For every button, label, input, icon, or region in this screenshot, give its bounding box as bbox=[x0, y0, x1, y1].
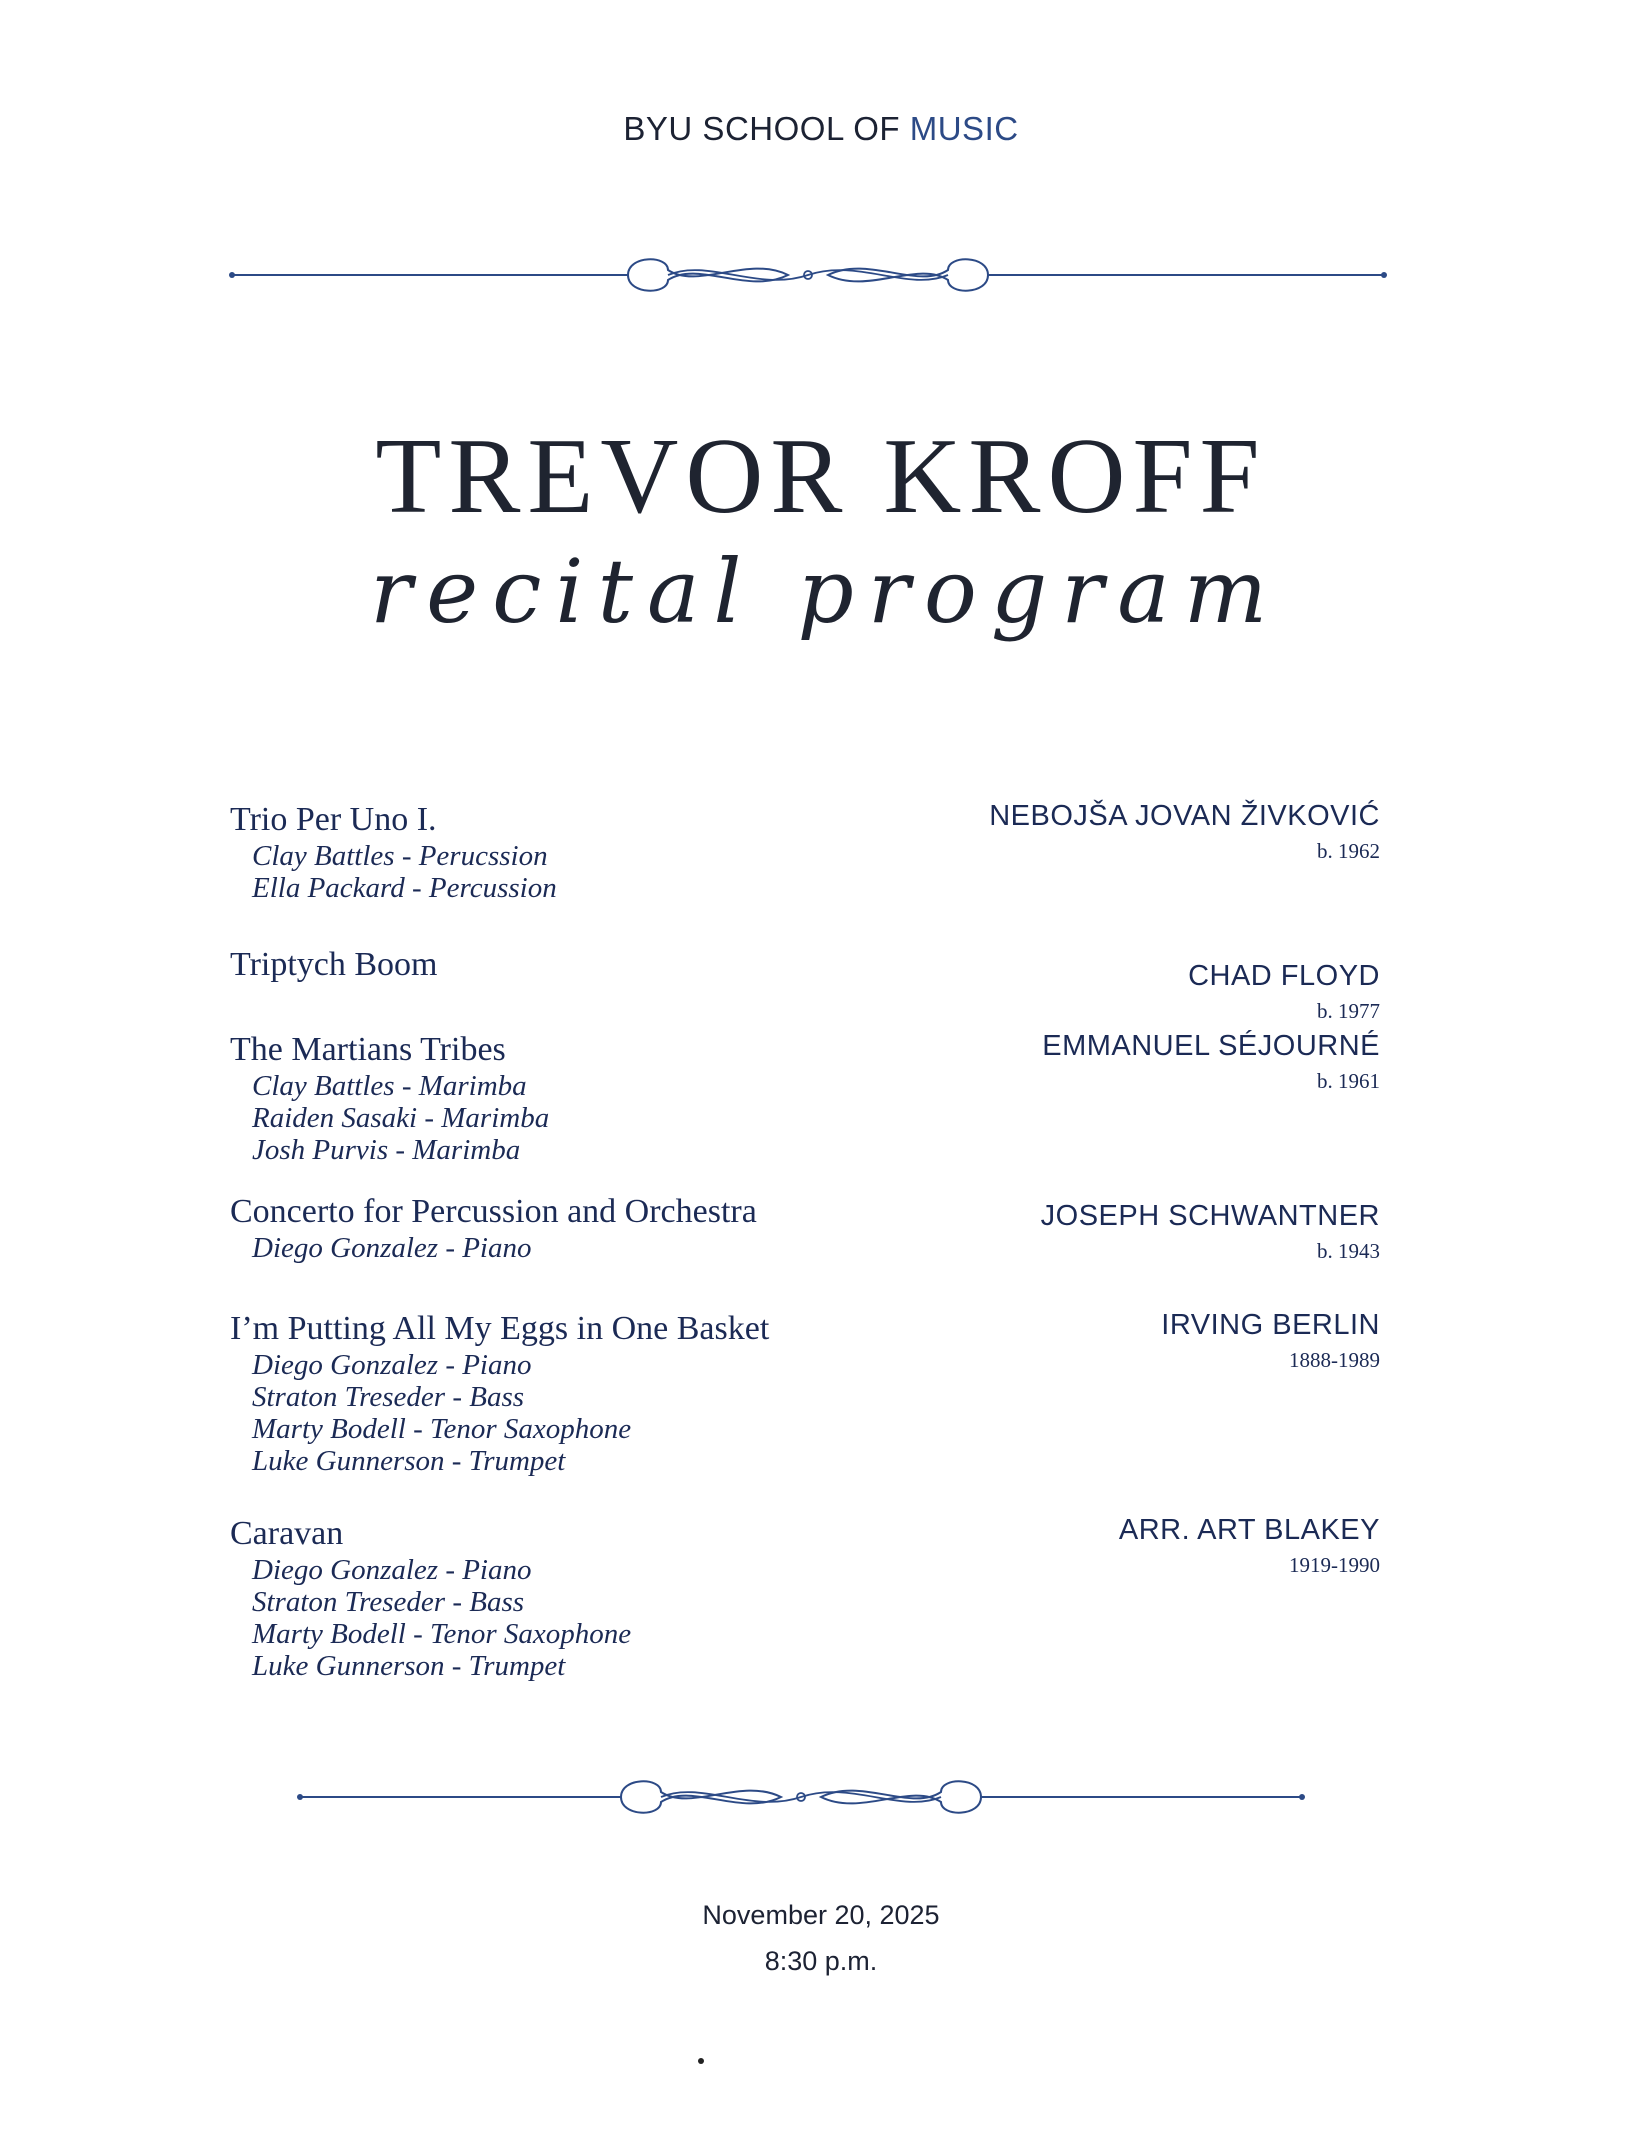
performer-line: Diego Gonzalez - Piano bbox=[252, 1349, 532, 1381]
composer-name: EMMANUEL SÉJOURNÉ bbox=[1042, 1030, 1380, 1062]
performer-line: Josh Purvis - Marimba bbox=[252, 1134, 521, 1166]
performer-line: Clay Battles - Marimba bbox=[252, 1070, 527, 1102]
composer-name: NEBOJŠA JOVAN ŽIVKOVIĆ bbox=[989, 800, 1380, 832]
composer-name: IRVING BERLIN bbox=[1161, 1309, 1380, 1341]
program-item bbox=[230, 1030, 1380, 1166]
piece-title: Triptych Boom bbox=[230, 946, 438, 983]
performer-line: Ella Packard - Percussion bbox=[252, 872, 557, 904]
school-header-prefix: BYU SCHOOL OF bbox=[623, 110, 910, 147]
bottom-flourish-divider bbox=[296, 1772, 1306, 1822]
performer-line: Diego Gonzalez - Piano bbox=[252, 1554, 532, 1586]
composer-name: JOSEPH SCHWANTNER bbox=[1040, 1200, 1380, 1232]
school-header bbox=[0, 110, 1642, 148]
program-item bbox=[230, 800, 1380, 904]
composer-dates: b. 1962 bbox=[1317, 839, 1380, 863]
performer-line: Straton Treseder - Bass bbox=[252, 1586, 525, 1618]
program-item bbox=[230, 1192, 1380, 1264]
composer-block bbox=[1188, 960, 1380, 1024]
school-header-accent: MUSIC bbox=[909, 110, 1019, 147]
performer-line: Diego Gonzalez - Piano bbox=[252, 1232, 532, 1264]
composer-block bbox=[1119, 1514, 1380, 1578]
performer-name-title: TREVOR KROFF bbox=[375, 417, 1267, 536]
recital-program-script-subtitle bbox=[340, 530, 1282, 710]
composer-dates: b. 1961 bbox=[1317, 1069, 1380, 1093]
performer-line: Luke Gunnerson - Trumpet bbox=[252, 1650, 566, 1682]
piece-title: Caravan bbox=[230, 1515, 344, 1552]
composer-block bbox=[1041, 1200, 1380, 1264]
stray-dot bbox=[698, 2058, 704, 2064]
composer-block bbox=[1042, 1030, 1380, 1094]
performer-line: Raiden Sasaki - Marimba bbox=[252, 1102, 550, 1134]
top-flourish-divider bbox=[228, 250, 1388, 300]
recital-time: 8:30 p.m. bbox=[764, 1946, 878, 1976]
program-item bbox=[230, 1514, 1380, 1682]
recital-date: November 20, 2025 bbox=[702, 1900, 940, 1930]
script-subtitle-text: recital program bbox=[370, 540, 1282, 643]
piece-title: I’m Putting All My Eggs in One Basket bbox=[230, 1310, 770, 1347]
performer-line: Marty Bodell - Tenor Saxophone bbox=[252, 1618, 632, 1650]
piece-title: The Martians Tribes bbox=[230, 1031, 506, 1068]
composer-name: ARR. ART BLAKEY bbox=[1118, 1514, 1380, 1546]
composer-block bbox=[989, 800, 1380, 864]
program-item bbox=[230, 945, 1380, 1023]
performer-line: Marty Bodell - Tenor Saxophone bbox=[252, 1413, 632, 1445]
composer-dates: 1888-1989 bbox=[1289, 1348, 1380, 1372]
performer-line: Luke Gunnerson - Trumpet bbox=[252, 1445, 566, 1477]
performer-line: Straton Treseder - Bass bbox=[252, 1381, 525, 1413]
composer-block bbox=[1161, 1309, 1380, 1373]
piece-title: Concerto for Percussion and Orchestra bbox=[230, 1193, 757, 1230]
program-item bbox=[230, 1309, 1380, 1477]
composer-dates: 1919-1990 bbox=[1289, 1553, 1380, 1577]
composer-dates: b. 1943 bbox=[1317, 1239, 1380, 1263]
composer-dates: b. 1977 bbox=[1317, 999, 1380, 1023]
piece-title: Trio Per Uno I. bbox=[230, 801, 437, 838]
composer-name: CHAD FLOYD bbox=[1188, 960, 1380, 992]
performer-line: Clay Battles - Perucssion bbox=[252, 840, 548, 872]
